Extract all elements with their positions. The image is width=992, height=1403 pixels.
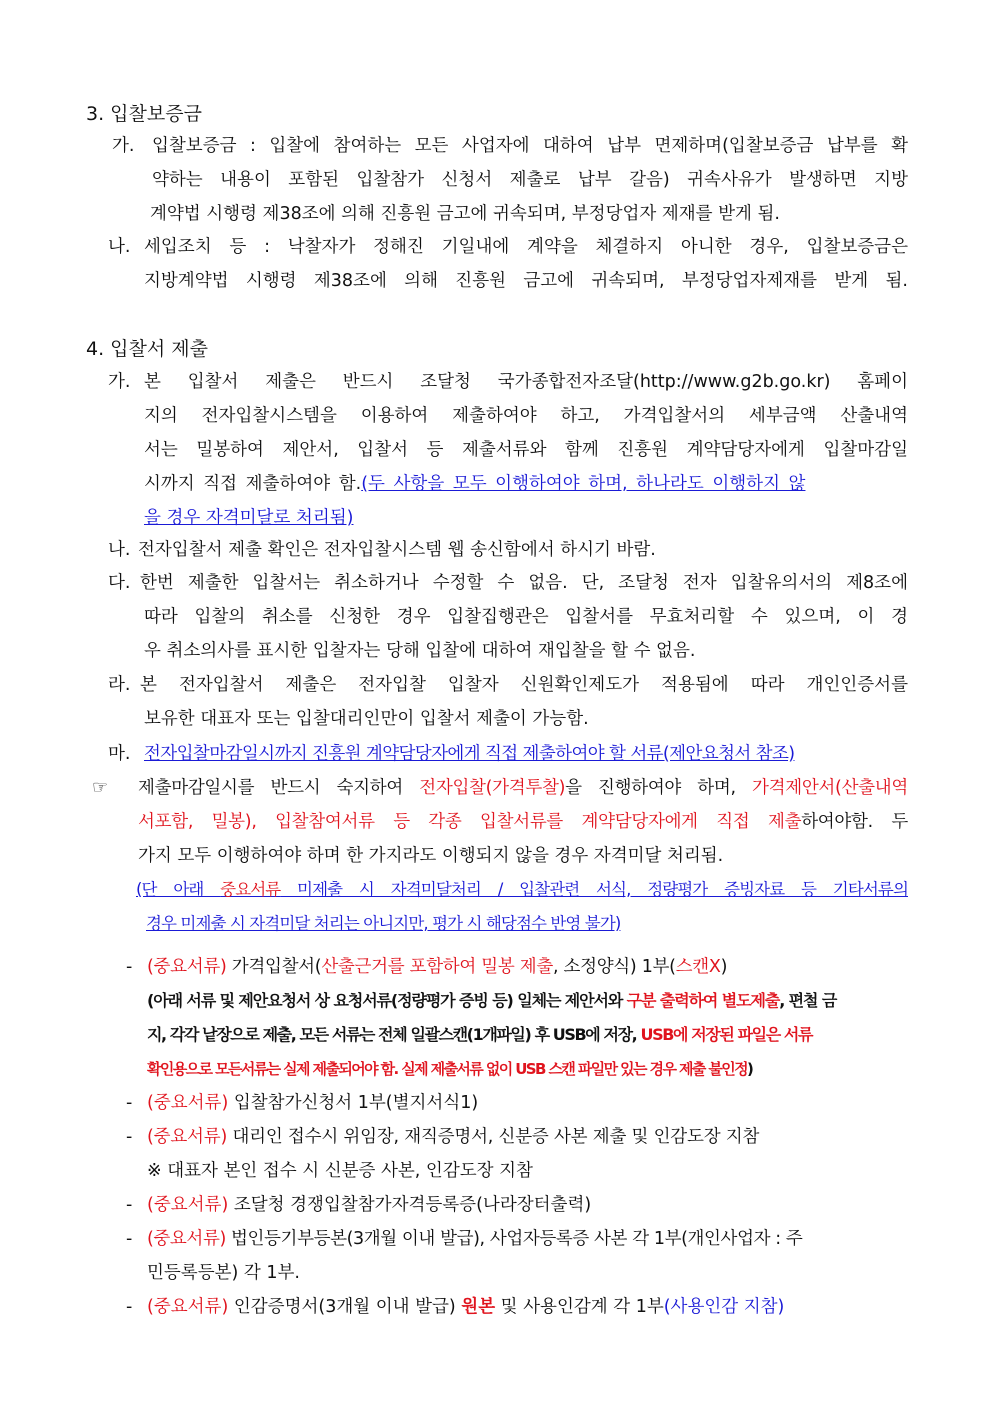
- text-line: 가지 모두 이행하여야 하며 한 가지라도 이행되지 않을 경우 자격미달 처리됨.: [138, 846, 724, 866]
- text-segment: (사용인감 지참): [663, 1297, 785, 1317]
- text-segment: (아래 서류 및 제안요청서 상 요청서류(정량평가 증빙 등) 일체는 제안서와: [147, 991, 627, 1010]
- text-segment: 및 사용인감계 각 1부: [495, 1297, 664, 1317]
- text-segment: , 편철 금: [779, 991, 837, 1010]
- list-item: [126, 950, 908, 984]
- important-tag: (중요서류): [147, 1195, 229, 1215]
- text-segment: 전자입찰(가격투찰): [419, 778, 566, 798]
- list-dash: -: [126, 1127, 133, 1147]
- list-item: [126, 1086, 908, 1120]
- text-line: 우 취소의사를 표시한 입찰자는 당해 입찰에 대하여 재입찰을 할 수 없음.: [144, 641, 696, 661]
- list-dash: -: [126, 1297, 133, 1317]
- text-segment: 인감증명서(3개월 이내 발급): [233, 1297, 462, 1317]
- item-marker: 마.: [108, 744, 131, 764]
- text-segment: 미제출 시 자격미달처리 / 입찰관련 서식, 정량평가 증빙자료 등 기타서류의: [280, 880, 908, 899]
- text-line: 지방계약법 시행령 제38조에 의해 진흥원 금고에 귀속되며, 부정당업자제재를 받게 됨.: [144, 271, 908, 291]
- text-line: 경우 미제출 시 자격미달 처리는 아니지만, 평가 시 해당점수 반영 불가): [146, 914, 621, 933]
- text-segment: 구분 출력하여 별도제출: [626, 991, 780, 1010]
- text-line: 전자입찰마감일시까지 진흥원 계약담당자에게 직접 제출하여야 할 서류(제안요청서 참조): [144, 744, 795, 764]
- text-segment: 입찰참가신청서 1부(별지서식1): [233, 1093, 479, 1113]
- text-line: 민등록등본) 각 1부.: [147, 1263, 300, 1283]
- text-line: 계약법 시행령 제38조에 의해 진흥원 금고에 귀속되며, 부정당업자 제재를 받게 됨.: [150, 204, 780, 224]
- list-dash: -: [126, 957, 133, 977]
- text-segment: 스캔X: [675, 957, 721, 977]
- list-dash: -: [126, 1195, 133, 1215]
- section-3-title: 3. 입찰보증금: [86, 103, 202, 125]
- list-dash: -: [126, 1093, 133, 1113]
- list-item: [126, 1222, 908, 1256]
- important-tag: (중요서류): [147, 957, 227, 977]
- item-marker: 라.: [108, 675, 131, 695]
- text-line: 약하는 내용이 포함된 입찰참가 신청서 제출로 납부 갈음) 귀속사유가 발생하면 지방: [152, 170, 908, 190]
- text-segment: ): [747, 1060, 753, 1078]
- text-segment: 시까지 직접 제출하여야 함.: [144, 474, 362, 494]
- text-segment: 가격제안서(산출내역: [752, 778, 908, 798]
- section-4-item-ra: [108, 668, 908, 736]
- text-segment: ): [720, 957, 728, 977]
- text-segment: (단 아래: [136, 880, 221, 899]
- item-marker: 나.: [108, 237, 131, 257]
- text-line: 세입조치 등 : 낙찰자가 정해진 기일내에 계약을 체결하지 아니한 경우, 입찰보증금은: [144, 237, 908, 257]
- text-segment: 가격입찰서(: [231, 957, 322, 977]
- important-tag: (중요서류): [147, 1297, 229, 1317]
- text-segment: 산출근거를 포함하여 밀봉 제출: [321, 957, 553, 977]
- text-line: 입찰보증금 : 입찰에 참여하는 모든 사업자에 대하여 납부 면제하며(입찰보증금 납부를 확: [152, 136, 908, 156]
- text-segment: 하여야함. 두: [801, 812, 908, 832]
- text-segment: 원본: [461, 1297, 496, 1317]
- required-documents-list: [126, 950, 908, 1324]
- important-tag: (중요서류): [147, 1127, 228, 1147]
- emphasis-note: (두 사항을 모두 이행하여야 하며, 하나라도 이행하지 않: [361, 474, 806, 494]
- text-segment: 서포함, 밀봉), 입찰참여서류 등 각종 입찰서류를 계약담당자에게 직접 제출: [138, 812, 802, 832]
- text-line: 한번 제출한 입찰서는 취소하거나 수정할 수 없음. 단, 조달청 전자 입찰유의서의 제8조에: [140, 573, 908, 593]
- section-4-item-ga: [108, 365, 908, 535]
- section-4-item-ma: [108, 737, 908, 771]
- section-4-title: 4. 입찰서 제출: [86, 338, 208, 360]
- list-item: [126, 1120, 908, 1154]
- notice-block: [92, 771, 908, 941]
- text-line: 지의 전자입찰시스템을 이용하여 제출하여야 하고, 가격입찰서의 세부금액 산출내역: [144, 406, 908, 426]
- section-3-item-na: [108, 230, 908, 298]
- item-marker: 다.: [108, 573, 131, 593]
- item-marker: 나.: [108, 540, 131, 560]
- item-marker: 가.: [108, 372, 131, 392]
- pointing-hand-icon: ☞: [92, 777, 109, 798]
- item-marker: 가.: [112, 136, 135, 156]
- important-tag: (중요서류): [147, 1093, 229, 1113]
- text-segment: 중요서류: [220, 880, 281, 899]
- text-line: 본 전자입찰서 제출은 전자입찰 입찰자 신원확인제도가 적용됨에 따라 개인인증서를: [140, 675, 908, 695]
- text-segment: 조달청 경쟁입찰참가자격등록증(나라장터출력): [233, 1195, 592, 1215]
- text-line: 서는 밀봉하여 제안서, 입찰서 등 제출서류와 함께 진흥원 계약담당자에게 입찰마감일: [144, 440, 908, 460]
- section-4-item-da: [108, 566, 908, 668]
- list-item: [126, 1188, 908, 1222]
- text-segment: 제출마감일시를 반드시 숙지하여: [138, 778, 420, 798]
- text-segment: 확인용으로 모든서류는 실제 제출되어야 함. 실제 제출서류 없이 USB 스캔 파일만 있는 경우 제출 불인정: [147, 1060, 748, 1078]
- important-tag: (중요서류): [147, 1229, 226, 1249]
- text-segment: 대리인 접수시 위임장, 재직증명서, 신분증 사본 제출 및 인감도장 지참: [232, 1127, 760, 1147]
- text-segment: USB에 저장된 파일은 서류: [640, 1025, 813, 1044]
- text-segment: 을 진행하여야 하며,: [565, 778, 753, 798]
- section-3-item-ga: [108, 129, 908, 231]
- emphasis-note: 을 경우 자격미달로 처리됨): [144, 508, 354, 528]
- text-segment: , 소정양식) 1부(: [552, 957, 676, 977]
- list-dash: -: [126, 1229, 133, 1249]
- text-line: ※ 대표자 본인 접수 시 신분증 사본, 인감도장 지참: [147, 1161, 533, 1181]
- text-line: 보유한 대표자 또는 입찰대리인만이 입찰서 제출이 가능함.: [144, 709, 589, 729]
- text-segment: 지, 각각 낱장으로 제출, 모든 서류는 전체 일괄스캔(1개파일) 후 USB에 저장,: [147, 1025, 641, 1044]
- list-item: [126, 1290, 908, 1324]
- text-segment: 법인등기부등본(3개월 이내 발급), 사업자등록증 사본 각 1부(개인사업자 : 주: [231, 1229, 803, 1249]
- section-4-item-na: [108, 533, 908, 567]
- text-line: 본 입찰서 제출은 반드시 조달청 국가종합전자조달(http://www.g2b.go.kr) 홈페이: [144, 372, 908, 392]
- text-line: 전자입찰서 제출 확인은 전자입찰시스템 웹 송신함에서 하시기 바람.: [138, 540, 656, 560]
- text-line: 따라 입찰의 취소를 신청한 경우 입찰집행관은 입찰서를 무효처리할 수 있으며, 이 경: [144, 607, 908, 627]
